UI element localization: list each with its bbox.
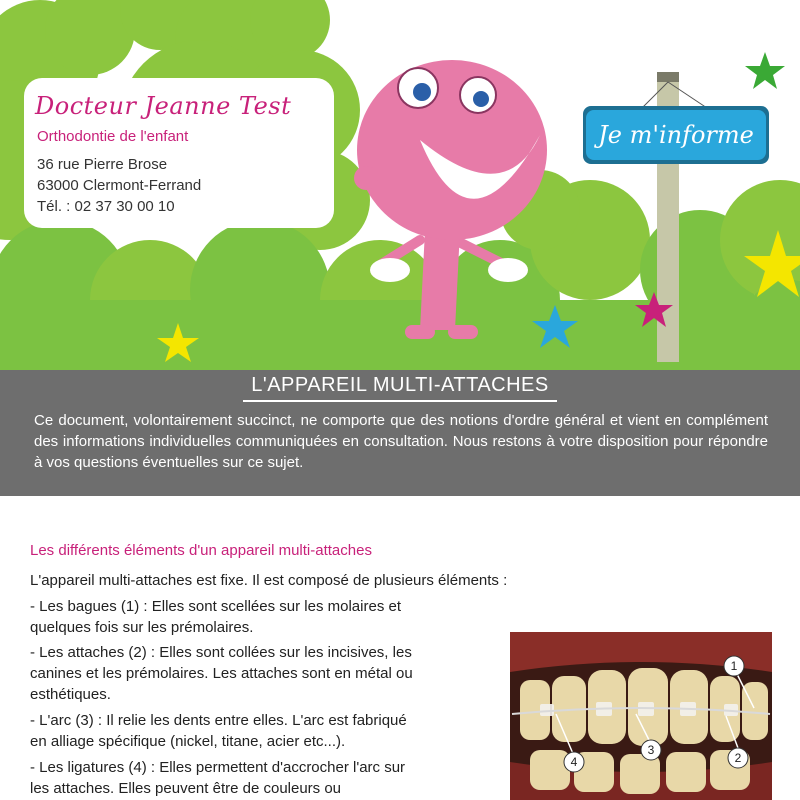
doctor-name: Docteur Jeanne Test [35, 92, 292, 120]
item-attaches: - Les attaches (2) : Elles sont collées sur les incisives, les canines et les prémolaires. Les attaches sont en métal ou esthétiques. [30, 644, 413, 703]
document-title: L'APPAREIL MULTI-ATTACHES [251, 374, 549, 396]
disclaimer-text: Ce document, volontairement succinct, ne comporte que des notions d'ordre général et vient en complément des informations individuelles communiquées en consultation. Nous restons à votre disposition pour répondre à vos questions éventuelles sur ce sujet. [34, 412, 768, 471]
braces-photo [510, 632, 772, 800]
item-ligatures: - Les ligatures (4) : Elles permettent d'accrocher l'arc sur les attaches. Elles peuvent être de couleurs ou [30, 759, 406, 797]
specialty: Orthodontie de l'enfant [37, 128, 189, 145]
je-m-informe-sign: Je m'informe [598, 121, 754, 149]
photo-label-2: 2 [734, 751, 742, 765]
photo-label-1: 1 [730, 659, 738, 673]
phone: Tél. : 02 37 30 00 10 [37, 198, 175, 215]
photo-label-3: 3 [647, 743, 655, 757]
item-arc: - L'arc (3) : Il relie les dents entre elles. L'arc est fabriqué en alliage spécifique (nickel, titane, acier etc...). [30, 712, 407, 750]
section-heading: Les différents éléments d'un appareil multi-attaches [30, 542, 372, 559]
title-underline [243, 400, 557, 402]
address-line-2: 63000 Clermont-Ferrand [37, 177, 202, 194]
address-line-1: 36 rue Pierre Brose [37, 156, 168, 173]
item-bagues: - Les bagues (1) : Elles sont scellées sur les molaires et quelques fois sur les prémolaires. [30, 598, 401, 636]
photo-label-4: 4 [570, 755, 578, 769]
intro-paragraph: L'appareil multi-attaches est fixe. Il est composé de plusieurs éléments : [30, 572, 508, 589]
